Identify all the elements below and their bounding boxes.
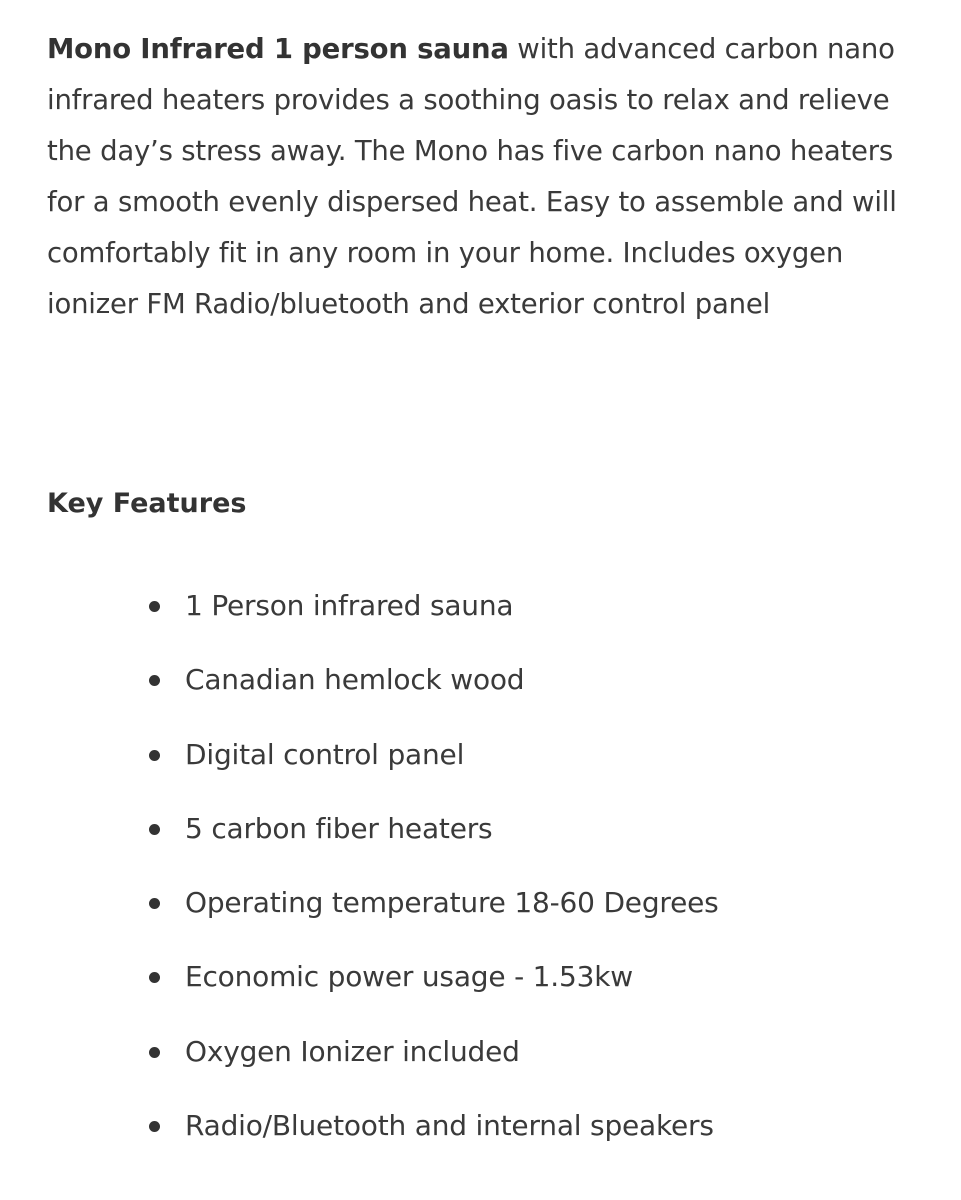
key-features-heading: Key Features (47, 488, 247, 519)
product-name: Mono Infrared 1 person sauna (47, 33, 509, 65)
feature-item (147, 1015, 927, 1089)
bullet-icon (149, 898, 160, 909)
product-description (47, 24, 927, 330)
feature-item (147, 643, 927, 717)
feature-text: Economic power usage - 1.53kw (185, 960, 633, 994)
feature-text: Digital control panel (185, 737, 465, 771)
feature-text: Operating temperature 18-60 Degrees (185, 886, 719, 920)
feature-item (147, 866, 927, 940)
description-text: with advanced carbon nano infrared heaters provides a soothing oasis to relax and relieve the day’s stress away. The Mono has five carbon nano heaters for a smooth evenly dispersed heat. Easy to assemble and will comfortably fit in any room in your home. Includes oxygen ionizer FM Radio/bluetooth and exterior control panel (47, 33, 897, 320)
feature-item (147, 569, 927, 643)
key-features-list (47, 569, 927, 1163)
feature-item (147, 792, 927, 866)
feature-text: Oxygen Ionizer included (185, 1034, 520, 1068)
feature-text: 5 carbon fiber heaters (185, 811, 493, 845)
bullet-icon (149, 675, 160, 686)
bullet-icon (149, 972, 160, 983)
bullet-icon (149, 750, 160, 761)
feature-item (147, 1089, 927, 1163)
feature-text: Radio/Bluetooth and internal speakers (185, 1109, 714, 1143)
bullet-icon (149, 1047, 160, 1058)
feature-text: 1 Person infrared sauna (185, 589, 514, 622)
bullet-icon (149, 824, 160, 835)
bullet-icon (149, 1121, 160, 1132)
bullet-icon (149, 601, 160, 612)
feature-item (147, 940, 927, 1014)
feature-text: Canadian hemlock wood (185, 663, 525, 697)
feature-item (147, 718, 927, 792)
product-content (47, 24, 927, 1163)
